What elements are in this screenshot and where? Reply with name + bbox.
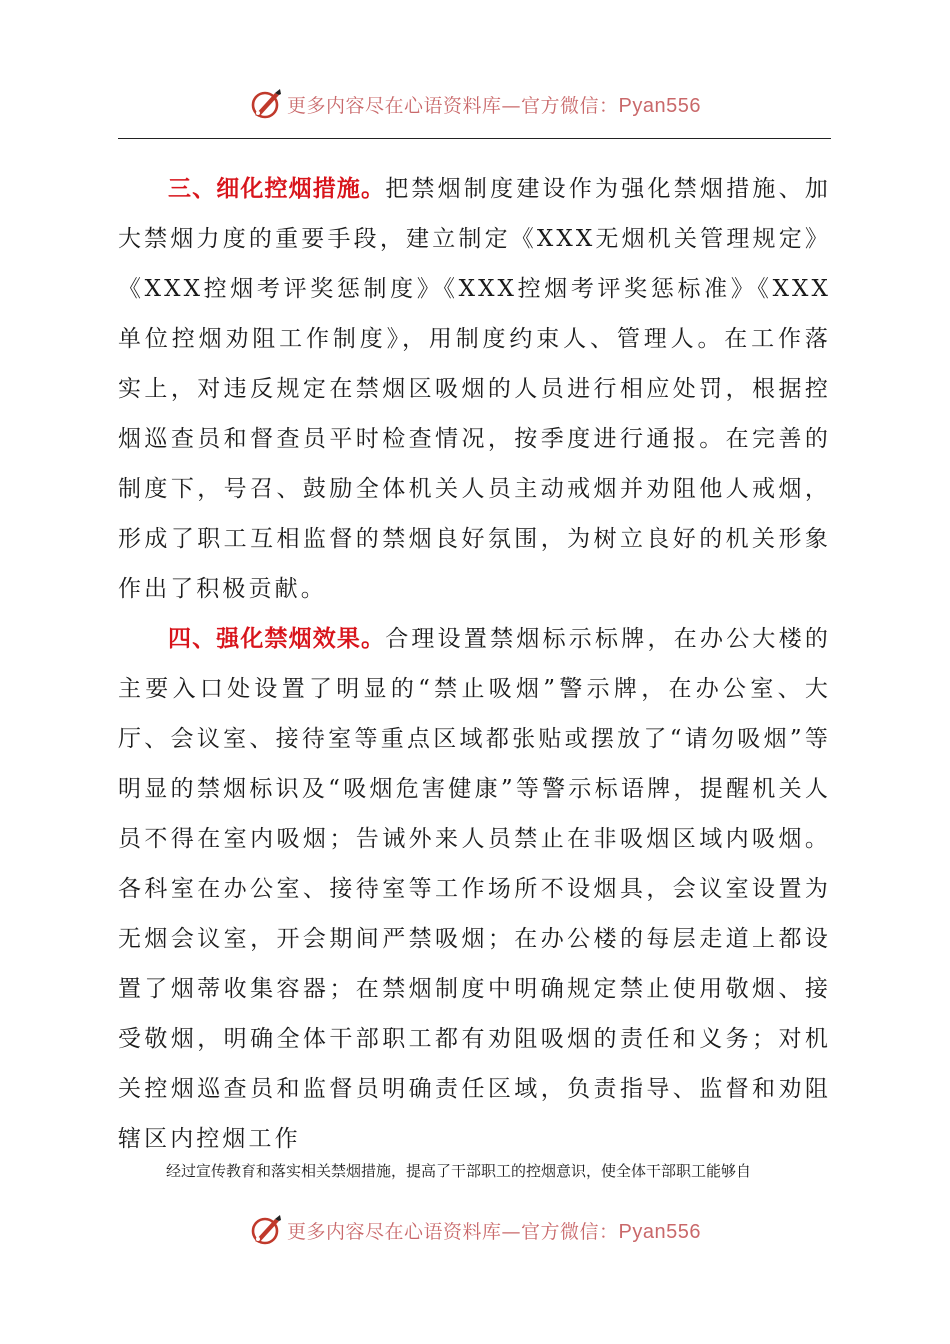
banner-text: 更多内容尽在心语资料库—官方微信：Pyan556 <box>287 1220 701 1243</box>
pen-circle-logo-icon <box>249 1213 283 1247</box>
paragraph-3 <box>118 164 831 614</box>
pen-circle-logo-icon <box>249 87 283 121</box>
paragraph-text: 把禁烟制度建设作为强化禁烟措施、加大禁烟力度的重要手段，建立制定《XXX无烟机关管理规定》《XXX控烟考评奖惩制度》《XXX控烟考评奖惩标准》《XXX单位控烟劝阻工作制度》，用制度约束人、管理人。在工作落实上，对违反规定在禁烟区吸烟的人员进行相应处罚，根据控烟巡查员和督查员平时检查情况，按季度进行通报。在完善的制度下，号召、鼓励全体机关人员主动戒烟并劝阻他人戒烟，形成了职工互相监督的禁烟良好氛围，为树立良好的机关形象作出了积极贡献。 <box>118 176 831 602</box>
header-rule <box>118 138 831 139</box>
wechat-id: Pyan556 <box>618 94 701 117</box>
document-body <box>118 164 831 1164</box>
banner-text: 更多内容尽在心语资料库—官方微信：Pyan556 <box>287 94 701 117</box>
wechat-id: Pyan556 <box>618 1220 701 1243</box>
paragraph-lead: 四、强化禁烟效果。 <box>168 625 386 652</box>
header-banner <box>0 84 950 124</box>
trailing-note: 经过宣传教育和落实相关禁烟措施，提高了干部职工的控烟意识，使全体干部职工能够自 <box>166 1162 752 1180</box>
footer-banner <box>0 1210 950 1250</box>
paragraph-text: 合理设置禁烟标示标牌，在办公大楼的主要入口处设置了明显的“禁止吸烟”警示牌，在办公室、大厅、会议室、接待室等重点区域都张贴或摆放了“请勿吸烟”等明显的禁烟标识及“吸烟危害健康”等警示标语牌，提醒机关人员不得在室内吸烟；告诫外来人员禁止在非吸烟区域内吸烟。各科室在办公室、接待室等工作场所不设烟具，会议室设置为无烟会议室，开会期间严禁吸烟；在办公楼的每层走道上都设置了烟蒂收集容器；在禁烟制度中明确规定禁止使用敬烟、接受敬烟，明确全体干部职工都有劝阻吸烟的责任和义务；对机关控烟巡查员和监督员明确责任区域，负责指导、监督和劝阻辖区内控烟工作 <box>118 626 831 1152</box>
paragraph-4 <box>118 614 831 1164</box>
paragraph-lead: 三、细化控烟措施。 <box>168 175 386 202</box>
